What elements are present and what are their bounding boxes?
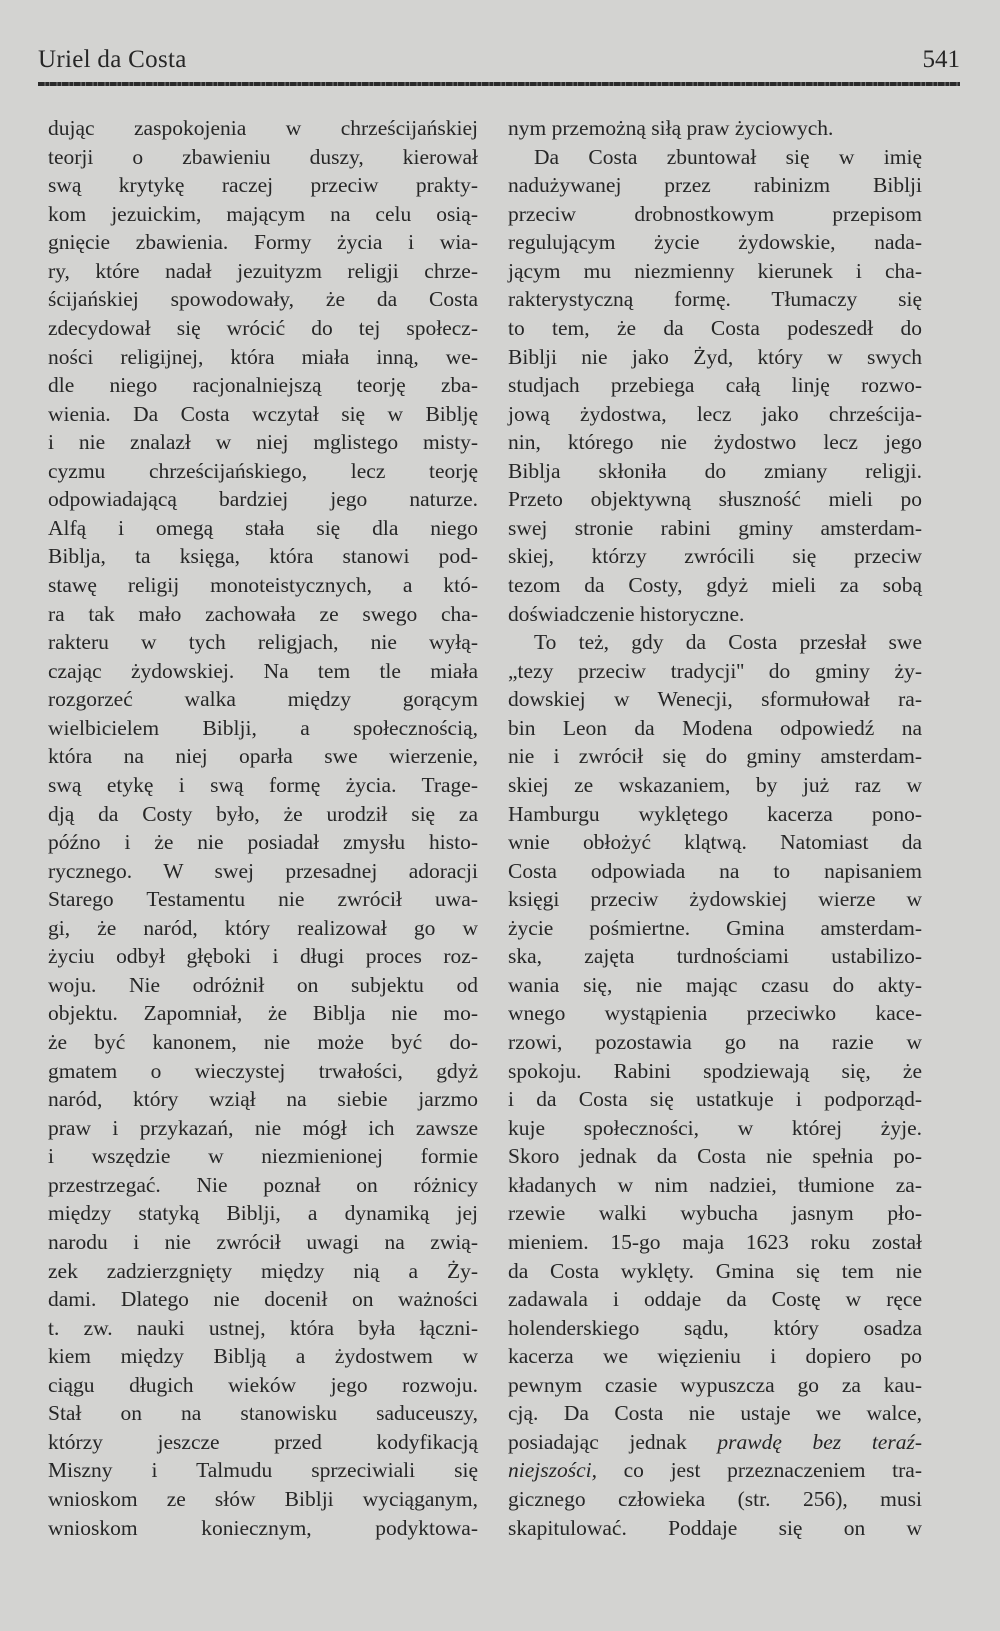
text-line: życie pośmiertne. Gmina amsterdam- (508, 915, 922, 940)
text-line: Skoro jednak da Costa nie spełnia po- (508, 1144, 922, 1169)
text-line: nin, którego nie żydostwo lecz jego (508, 430, 922, 455)
text-line: przeciw drobnostkowym przepisom (508, 201, 922, 226)
text-line: wnioskom ze słów Biblji wyciąganym, (48, 1487, 478, 1511)
text-line: pewnym czasie wypuszcza go za kau- (508, 1372, 922, 1397)
text-line: tezom da Costy, gdyż mieli za sobą (508, 573, 922, 597)
text-line: Biblja, ta księga, która stanowi pod- (48, 544, 478, 569)
text-line: kuje społeczności, w której żyje. (508, 1115, 922, 1140)
text-line: ry, które nadał jezuityzm religji chrze- (48, 258, 478, 283)
italic-text-segment: prawdę bez teraź- (717, 1429, 922, 1454)
text-line: teorji o zbawieniu duszy, kierował (48, 144, 478, 169)
text-line: cyzmu chrześcijańskiego, lecz teorję (48, 458, 478, 483)
text-line: dowskiej w Wenecji, sformułował ra- (508, 687, 922, 712)
text-line: rzewie walki wybucha jasnym pło- (508, 1201, 922, 1226)
text-line: kiem między Biblją a żydostwem w (48, 1344, 478, 1369)
text-line: skiej ze wskazaniem, by już raz w (508, 772, 922, 797)
text-line: zek zadzierzgnięty między nią a Ży- (48, 1258, 478, 1283)
text-line: studjach przebiega całą linję rozwo- (508, 373, 922, 398)
text-line: narodu i nie zwrócił uwagi na zwią- (48, 1229, 478, 1254)
text-segment: posiadając jednak (508, 1429, 718, 1454)
text-line: wnego wystąpienia przeciwko kace- (508, 1001, 922, 1026)
text-line: jową żydostwa, lecz jako chrześcija- (508, 401, 922, 426)
text-line: t. zw. nauki ustnej, która była łączni- (48, 1315, 478, 1340)
text-line: wnie obłożyć klątwą. Natomiast da (508, 830, 922, 855)
text-line: naród, który wziął na siebie jarzmo (48, 1087, 478, 1112)
text-line: rycznego. W swej przesadnej adoracji (48, 858, 478, 883)
text-line: praw i przykazań, nie mógł ich zawsze (48, 1115, 478, 1140)
italic-text-segment: niejszości, (508, 1458, 597, 1483)
text-line: gnięcie zbawienia. Formy życia i wia- (48, 230, 478, 255)
text-line: wielbicielem Biblji, a społecznością, (48, 715, 478, 740)
text-line: regulującym życie żydowskie, nada- (508, 230, 922, 255)
text-line: dle niego racjonalniejszą teorję zba- (48, 373, 478, 398)
text-line: ciągu długich wieków jego rozwoju. (48, 1372, 478, 1397)
text-line: zadawala i oddaje da Costę w ręce (508, 1287, 922, 1312)
text-line: nym przemożną siłą praw życiowych. (508, 116, 834, 140)
text-line: stawę religij monoteistycznych, a któ- (48, 573, 478, 597)
text-segment: co jest przeznaczeniem tra- (596, 1458, 922, 1483)
text-line: ra tak mało zachowała ze swego cha- (48, 601, 478, 626)
text-line: dją da Costy było, że urodził się za (48, 801, 478, 826)
left-text-column (48, 114, 478, 1542)
text-line: gmatem o wieczystej trwałości, gdyż (48, 1058, 478, 1083)
text-line: ska, zajęta turdnościami ustabilizo- (508, 944, 922, 969)
text-line: da Costa wyklęty. Gmina się tem nie (508, 1258, 922, 1283)
text-line: kom jezuickim, mającym na celu osią- (48, 201, 478, 226)
text-line: odpowiadającą bardziej jego naturze. (48, 487, 478, 512)
text-line: życiu odbył głęboki i długi proces roz- (48, 944, 478, 969)
text-line: to tem, że da Costa podeszedł do (508, 315, 922, 340)
text-line: skapitulować. Poddaje się on w (508, 1515, 922, 1540)
text-line: wnioskom koniecznym, podyktowa- (48, 1515, 478, 1540)
header-rule (38, 82, 960, 86)
text-line (508, 1428, 922, 1457)
text-line: i da Costa się ustatkuje i podporząd- (508, 1087, 922, 1112)
text-line: zdecydował się wrócić do tej społecz- (48, 315, 478, 340)
text-line: cją. Da Costa nie ustaje we walce, (508, 1401, 922, 1426)
text-line: kacerza we więzieniu i dopiero po (508, 1344, 922, 1369)
text-line: nie i zwrócił się do gminy amsterdam- (508, 744, 922, 769)
text-line: ności religijnej, która miała inną, we- (48, 344, 478, 369)
text-line: wania się, nie mając czasu do akty- (508, 972, 922, 997)
right-text-column (508, 114, 922, 1542)
text-line: Hamburgu wyklętego kacerza pono- (508, 801, 922, 826)
page-number: 541 (922, 46, 960, 73)
text-line: Costa odpowiada na to napisaniem (508, 858, 922, 883)
text-line: rozgorzeć walka między gorącym (48, 687, 478, 712)
text-line: późno i że nie posiadał zmysłu histo- (48, 830, 478, 855)
text-line: i wszędzie w niezmienionej formie (48, 1144, 478, 1169)
text-line: Przeto objektywną słuszność mieli po (508, 487, 922, 512)
text-line: swą krytykę raczej przeciw prakty- (48, 173, 478, 198)
text-line: wienia. Da Costa wczytał się w Biblję (48, 401, 478, 426)
running-header-title: Uriel da Costa (38, 46, 187, 73)
text-line: Stał on na stanowisku saduceuszy, (48, 1401, 478, 1426)
text-line: skiej, którzy zwrócili się przeciw (508, 544, 922, 569)
text-line: i nie znalazł w niej mglistego misty- (48, 430, 478, 455)
text-line: że być kanonem, nie może być do- (48, 1030, 478, 1054)
text-line: holenderskiego sądu, który osadza (508, 1315, 922, 1340)
text-line: Biblja skłoniła do zmiany religji. (508, 458, 922, 483)
text-line: dując zaspokojenia w chrześcijańskiej (48, 116, 478, 140)
text-line: rakterystyczną formę. Tłumaczy się (508, 287, 922, 312)
text-line: swej stronie rabini gminy amsterdam- (508, 515, 922, 540)
text-line: objektu. Zapomniał, że Biblja nie mo- (48, 1001, 478, 1026)
text-line: spokoju. Rabini spodziewają się, że (508, 1058, 922, 1083)
text-line: gi, że naród, który realizował go w (48, 915, 478, 940)
text-line: jącym mu niezmienny kierunek i cha- (508, 258, 922, 283)
text-line: Miszny i Talmudu sprzeciwiali się (48, 1458, 478, 1483)
text-line: doświadczenie historyczne. (508, 601, 745, 626)
text-line: przestrzegać. Nie poznał on różnicy (48, 1172, 478, 1197)
text-line: Biblji nie jako Żyd, który w swych (508, 344, 922, 369)
text-line: „tezy przeciw tradycji'' do gminy ży- (508, 658, 922, 683)
text-line: bin Leon da Modena odpowiedź na (508, 715, 922, 740)
text-line (508, 1456, 922, 1485)
text-line: Da Costa zbuntował się w imię (534, 144, 922, 169)
text-line: To też, gdy da Costa przesłał swe (534, 630, 922, 655)
text-line: ścijańskiej spowodowały, że da Costa (48, 287, 478, 312)
text-line: rzowi, pozostawia go na razie w (508, 1030, 922, 1054)
text-line: Starego Testamentu nie zwrócił uwa- (48, 887, 478, 912)
text-line: woju. Nie odróżnił on subjektu od (48, 972, 478, 997)
text-line: mieniem. 15-go maja 1623 roku został (508, 1229, 922, 1254)
text-line: swą etykę i swą formę życia. Trage- (48, 772, 478, 797)
text-line: kładanych w nim nadziei, tłumione za- (508, 1172, 922, 1197)
text-line: Alfą i omegą stała się dla niego (48, 515, 478, 540)
text-line: czając żydowskiej. Na tem tle miała (48, 658, 478, 683)
text-line: księgi przeciw żydowskiej wierze w (508, 887, 922, 912)
text-line: rakteru w tych religjach, nie wyłą- (48, 630, 478, 655)
text-line: nadużywanej przez rabinizm Biblji (508, 173, 922, 198)
text-line: którzy jeszcze przed kodyfikacją (48, 1429, 478, 1454)
text-line: dami. Dlatego nie docenił on ważności (48, 1287, 478, 1312)
text-line: która na niej oparła swe wierzenie, (48, 744, 478, 769)
text-line: gicznego człowieka (str. 256), musi (508, 1487, 922, 1511)
text-line: między statyką Biblji, a dynamiką jej (48, 1201, 478, 1226)
